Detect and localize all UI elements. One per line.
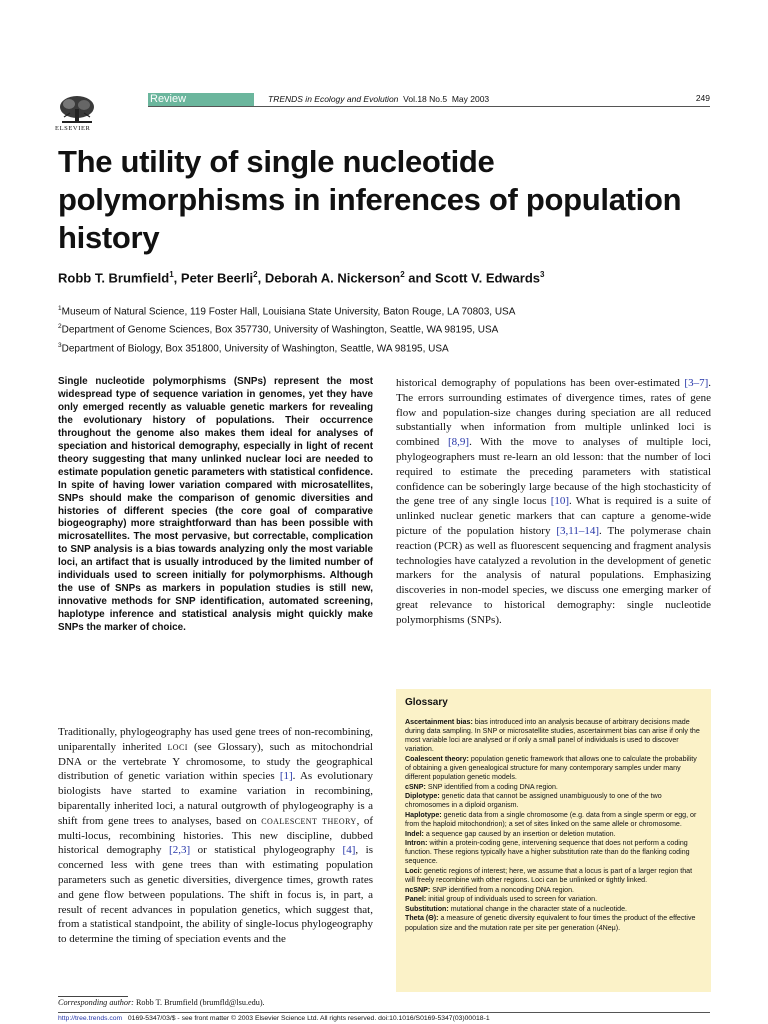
text-run: . As evolutionary biologists have started to examine variation in recombining, biparentally inherited loci, a natural outgrowth of phylogeography is a shift from gene trees to analyses, based on [58, 770, 373, 827]
text-run: . What is required is a suite of unlinked nuclear genetic markers that can capture a genome-wide picture of the population history [396, 495, 712, 537]
glossary-term: Ascertainment bias: [405, 718, 473, 726]
affiliation-line [58, 338, 515, 356]
text-run: . The polymerase chain reaction (PCR) as well as fluorescent sequencing and fragment analysis technologies have catalyzed a revolution in the development of genetic markers for the analysis of natural populations. Emphasizing discoveries in non-model species, we discuss one emerging marker of great relevance to historical demography: single nucleotide polymorphisms (SNPs). [396, 524, 711, 626]
author-separator: , [173, 270, 181, 286]
glossary-definition: genetic regions of interest; here, we assume that a locus is part of a larger region that will freely recombine with other regions. Loci can be unlinked or tightly linked. [405, 867, 693, 885]
body-text-right [396, 376, 711, 628]
running-header [148, 93, 710, 106]
author-name: Deborah A. Nickerson [264, 270, 401, 286]
glossary-definition: initial group of individuals used to screen for variation. [426, 895, 598, 904]
glossary-item [405, 839, 702, 866]
affiliation-number: 2 [58, 323, 62, 331]
glossary-definition: a sequence gap caused by an insertion or deletion mutation. [423, 829, 616, 838]
glossary-item [405, 755, 702, 782]
glossary-term: Indel: [405, 829, 424, 838]
glossary-term: ncSNP: [405, 885, 431, 894]
affiliation-line [58, 301, 515, 319]
author-separator: , [257, 270, 265, 286]
glossary-term: Theta (Θ): [405, 914, 439, 923]
glossary-term-mention: loci [167, 740, 188, 753]
journal-name: TRENDS in Ecology and Evolution [268, 94, 399, 104]
author-list [58, 270, 544, 285]
glossary-term: Coalescent theory: [405, 754, 469, 763]
author-affiliation-mark: 1 [169, 270, 174, 279]
glossary-item [405, 895, 702, 904]
affiliation-list [58, 301, 515, 356]
text-run: . With the move to analyses of multiple loci, phylogeographers must re-learn an old lesson: that the number of loci required to estimate the preceding parameters with statistical confidence can be soberingly large because of the high stochasticity of the gene tree of any single locus [396, 436, 711, 508]
glossary-item [405, 905, 702, 914]
section-tag: Review [148, 93, 254, 106]
journal-citation [268, 94, 489, 105]
affiliation-number: 3 [58, 341, 62, 349]
affiliation-number: 1 [58, 305, 62, 312]
glossary-term: cSNP: [405, 782, 426, 791]
publisher-name: ELSEVIER [55, 125, 91, 132]
journal-url-link[interactable]: http://tree.trends.com [58, 1015, 123, 1022]
glossary-definition: mutational change in the character state of a nucleotide. [448, 904, 627, 913]
affiliation-text: Department of Genome Sciences, Box 357730, University of Washington, Seattle, WA 98195, USA [61, 324, 499, 336]
glossary-definition: bias introduced into an analysis because of arbitrary decisions made during data sampling. In SNP or microsatellite studies, ascertainment bias can arise if only the most variable loci are analysed or if only a small panel of individuals is used to discover variation. [405, 718, 700, 754]
affiliation-text: Department of Biology, Box 351800, University of Washington, Seattle, WA 98195, USA [61, 342, 449, 354]
reference-link[interactable]: [2,3] [169, 844, 191, 857]
footnote-text: Robb T. Brumfield (brumfld@lsu.edu). [133, 998, 265, 1007]
issue-date: May 2003 [451, 94, 490, 104]
page-footer [58, 1015, 490, 1022]
author-name: Scott V. Edwards [435, 270, 540, 286]
reference-link[interactable]: [1] [279, 770, 293, 783]
glossary-definition: SNP identified from a noncoding DNA region. [430, 885, 575, 894]
glossary-term-mention: coalescent theory [261, 814, 357, 827]
text-run: or statistical phylogeography [190, 844, 343, 857]
author-affiliation-mark: 2 [253, 270, 258, 279]
reference-link[interactable]: [3–7] [684, 377, 709, 389]
corresponding-author-note [58, 998, 265, 1007]
author-name: Peter Beerli [180, 270, 254, 286]
glossary-term: Loci: [405, 867, 422, 875]
footnote-rule [58, 996, 128, 997]
text-run: . The errors surrounding estimates of divergence times, rates of gene flow and population-size changes during speciation are all reduced substantially when information from multiple unlinked loci is combined [396, 377, 711, 449]
article-title: The utility of single nucleotide polymorphisms in inferences of population history [58, 144, 682, 255]
glossary-definition: genetic data from a single chromosome (e.g. data from a single sperm or egg, or from the haploid mitochondrion); a set of sites linked on the same allele or chromosome. [405, 810, 697, 829]
glossary-definition: within a protein-coding gene, intervening sequence that does not perform a coding function. These regions typically have a higher substitution rate than do the flanking coding sequence. [405, 839, 690, 866]
glossary-list [405, 718, 702, 933]
glossary-definition: genetic data that cannot be assigned unambiguously to one of the two chromosomes in a diploid organism. [405, 792, 662, 810]
glossary-term: Haplotype: [405, 810, 442, 819]
glossary-item [405, 811, 702, 829]
copyright-info: 0169-5347/03/$ - see front matter © 2003 Elsevier Science Ltd. All rights reserved. doi:10.1016/S0169-5347(03)00018-1 [127, 1015, 490, 1022]
page-number: 249 [695, 93, 710, 103]
reference-link[interactable]: [8,9] [448, 436, 470, 449]
glossary-definition: population genetic framework that allows one to calculate the probability of obtaining a given genealogical structure for many contemporary samples under many different population genetic models. [405, 754, 697, 782]
glossary-box [396, 689, 711, 992]
affiliation-text: Museum of Natural Science, 119 Foster Hall, Louisiana State University, Baton Rouge, LA 70803, USA [61, 306, 516, 318]
glossary-title: Glossary [405, 697, 448, 708]
glossary-definition: SNP identified from a coding DNA region. [425, 782, 558, 791]
glossary-item [405, 783, 702, 792]
text-run: Traditionally, phylogeography has used gene trees of non-recombining, uniparentally inherited [58, 726, 373, 753]
reference-link[interactable]: [3,11–14] [556, 524, 600, 537]
footer-rule [58, 1012, 710, 1013]
glossary-term: Substitution: [405, 904, 449, 913]
reference-link[interactable]: [4] [342, 844, 356, 857]
volume-issue: Vol.18 No.5 [403, 94, 448, 104]
affiliation-line [58, 319, 515, 337]
body-text-left [58, 725, 373, 947]
text-run: (see Glossary), such as mitochondrial DNA or the vertebrate Y chromosome, to study the geographical distribution of genetic variation within species [58, 740, 373, 783]
text-run: , of multi-locus, recombining histories. This new discipline, dubbed historical demography [58, 814, 373, 857]
glossary-item [405, 867, 702, 885]
glossary-item [405, 792, 702, 810]
glossary-definition: a measure of genetic diversity equivalent to four times the product of the effective population size and the mutation rate per site per generation (4Neμ). [405, 914, 696, 932]
glossary-term: Intron: [405, 839, 428, 848]
author-separator: and [404, 270, 435, 286]
reference-link[interactable]: [10] [550, 495, 570, 508]
text-run: historical demography of populations has been over-estimated [396, 377, 685, 389]
author-name: Robb T. Brumfield [58, 270, 170, 286]
author-affiliation-mark: 2 [400, 270, 405, 279]
header-rule [148, 106, 710, 107]
glossary-item [405, 718, 702, 754]
author-affiliation-mark: 3 [540, 270, 545, 279]
glossary-item [405, 914, 702, 932]
glossary-item [405, 886, 702, 895]
abstract: Single nucleotide polymorphisms (SNPs) represent the most widespread type of sequence variation in genomes, yet they have only emerged recently as valuable genetic markers for revealing the evolutionary history of populations. Their occurrence throughout the genome also makes them ideal for analyses of speciation and historical demography, especially in light of recent theory suggesting that many unlinked nuclear loci are needed to estimate population genetic parameters with statistical confidence. In spite of having lower variation compared with microsatellites, SNPs should make the comparison of genomic diversities and histories of different species (the core goal of comparative biogeography) more straightforward than has been possible with microsatellites. The most pervasive, but correctable, complication to SNP analysis is a bias towards analyzing only the most variable loci, an artifact that is usually introduced by the limited number of individuals used to screen initially for polymorphisms. Although the use of SNPs as markers in population studies is still new, innovative methods for SNP identification, automated screening, haplotype inference and statistical analysis might quickly make SNPs the marker of choice. [58, 376, 373, 634]
text-run: , is concerned less with gene trees than with estimating population parameters such as genetic diversities, divergence times, growth rates and gene flow between populations. The shift in focus is, in part, a result of recent advances in population genetics, which suggest that, from a statistical standpoint, the ability of single-locus phylogeography to determine the timing of speciation events and the [58, 844, 373, 946]
glossary-term: Diplotype: [405, 792, 440, 801]
footnote-label: Corresponding author: [58, 998, 134, 1007]
glossary-term: Panel: [405, 895, 427, 904]
glossary-item [405, 830, 702, 839]
